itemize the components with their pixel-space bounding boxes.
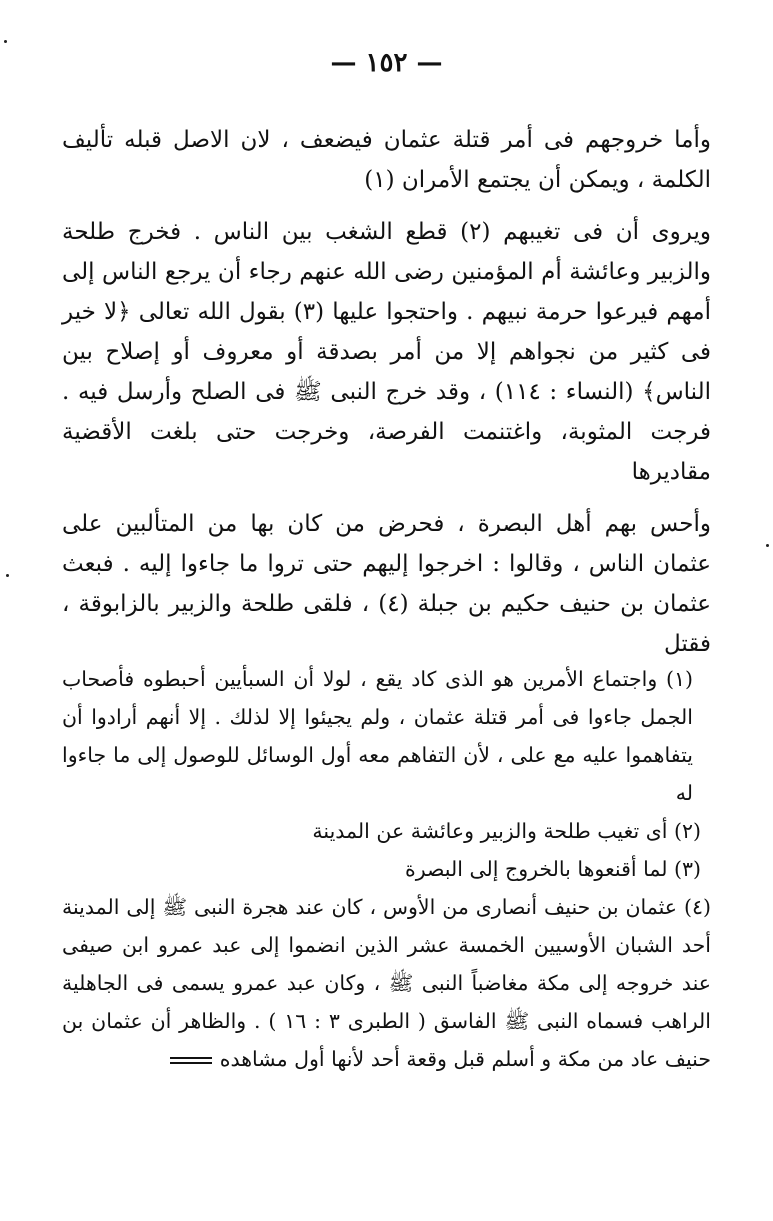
paragraph: ويروى أن فى تغيبهم (٢) قطع الشغب بين الناس . فخرج طلحة والزبير وعائشة أم المؤمنين رضى الله عنهم رجاء أن يرجع الناس إلى أمهم فيرعوا حرمة نبيهم . واحتجوا عليها (٣) بقول الله تعالى ﴿لا خير فى كثير من نجواهم إلا من أمر بصدقة أو معروف أو إصلاح بين الناس﴾ (النساء : ١١٤) ، وقد خرج النبى ﷺ فى الصلح وأرسل فيه . فرجت المثوبة، واغتنمت الفرصة، وخرجت حتى بلغت الأقضية مقاديرها	[62, 219, 711, 485]
footnote: (١) واجتماع الأمرين هو الذى كاد يقع ، لولا أن السبأيين أحبطوه فأصحاب الجمل جاءوا فى أمر قتلة عثمان ، ولم يجيئوا إلا لذلك . إلا أنهم أرادوا أن يتفاهموا عليه مع على ، لأن التفاهم معه أول الوسائل للوصول إلى ما جاءوا له	[62, 667, 693, 805]
continuation-rule	[170, 1057, 212, 1064]
paragraph: وأما خروجهم فى أمر قتلة عثمان فيضعف ، لان الاصل قبله تأليف الكلمة ، ويمكن أن يجتمع الأمران (١)	[62, 127, 711, 193]
scan-mark	[4, 40, 7, 43]
main-text	[62, 120, 711, 676]
footnote: (٣) لما أقنعوها بالخروج إلى البصرة	[404, 857, 701, 881]
paragraph: وأحس بهم أهل البصرة ، فحرض من كان بها من المتألبين على عثمان الناس ، وقالوا : اخرجوا إليهم حتى تروا ما جاءوا إليه . فبعث عثمان بن حنيف حكيم بن جبلة (٤) ، فلقى طلحة والزبير بالزابوقة ، فقتل	[62, 511, 711, 657]
scan-mark	[766, 544, 769, 547]
footnote-text: (٤) عثمان بن حنيف أنصارى من الأوس ، كان عند هجرة النبى ﷺ إلى المدينة أحد الشبان الأوسيين الخمسة عشر الذين انضموا إلى عبد عمرو ابن صيفى عند خروجه إلى مكة مغاضباً النبى ﷺ ، وكان عبد عمرو يسمى فى الجاهلية الراهب فسماه النبى ﷺ الفاسق ( الطبرى ٣ : ١٦ ) . والظاهر أن عثمان بن حنيف عاد من مكة و أسلم قبل وقعة أحد لأنها أول مشاهده	[62, 895, 711, 1071]
page-number: — ١٥٢ —	[330, 48, 443, 78]
footnote: (٢) أى تغيب طلحة والزبير وعائشة عن المدينة	[312, 819, 701, 843]
scan-mark	[6, 574, 9, 577]
footnotes	[62, 660, 711, 1078]
footnote-with-continuation	[62, 888, 711, 1078]
